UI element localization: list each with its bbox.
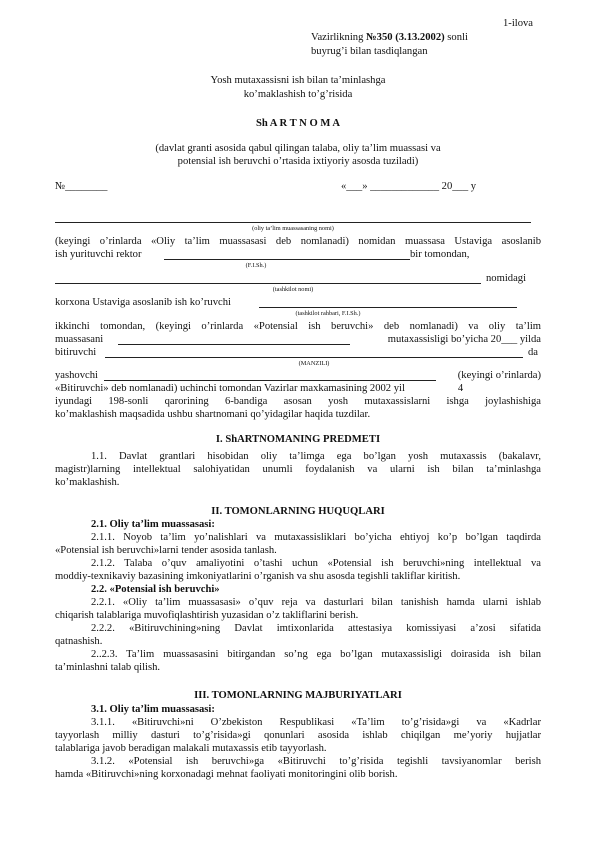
- graduate-suffix: da: [528, 347, 538, 358]
- parties-line-5c: iyundagi 198-sonli qarorining 6-bandiga asosan yosh mutaxassislarni ishga joylashishiga: [55, 396, 541, 407]
- date-field: «___» _____________ 20___ y: [341, 181, 477, 192]
- section-1-text-1: 1.1. Davlat grantlari hisobidan oliy ta’limga ega bo’lgan yosh mutaxassis (bakalavr,: [91, 451, 541, 462]
- item-2-2-3-line-1: 2..2.3. Ta’lim muassasasini bitirgandan so’ng ega bo’lgan mutaxassisligi doirasida ish bilan: [91, 649, 541, 660]
- section-1-heading: I. ShARTNOMANING PREDMETI: [215, 434, 381, 445]
- org-name-line: [55, 283, 481, 284]
- institution-name-line: [55, 222, 531, 223]
- number-field: №________: [55, 181, 108, 192]
- graduate-label: bitiruvchi: [55, 347, 97, 358]
- appendix-label: 1-ilova: [503, 18, 534, 29]
- parties-line-5b: «Bitiruvchi» deb nomlanadi) uchinchi tomondan Vazirlar maxkamasining 2002 yil 4: [55, 383, 464, 394]
- section-2-heading: II. TOMONLARNING HUQUQLARI: [211, 506, 385, 517]
- approval-line-2: buyrug’i bilan tasdiqlangan: [311, 46, 428, 57]
- approval-line-1: [311, 31, 468, 44]
- org-head-label: korxona Ustaviga asoslanib ish ko’ruvchi: [55, 297, 231, 308]
- section-2-sub-2: 2.2. «Potensial ish beruvchi»: [91, 584, 220, 595]
- item-2-2-3-line-2: ta’minlashni talab qilish.: [55, 662, 161, 673]
- section-3-heading: III. TOMONLARNING MAJBURIYATLARI: [194, 690, 402, 701]
- parties-line-1: (keyingi o’rinlarda «Oliy ta’lim muassasasi deb nomlanadi) nomidan muassasa Ustaviga asoslanib: [55, 236, 541, 247]
- item-3-1-1-line-1: 3.1.1. «Bitiruvchi»ni O’zbekiston Respublikasi «Ta’lim to’g’risida»gi va «Kadrlar: [91, 717, 541, 728]
- specialty-text: mutaxassisligi bo’yicha 20___ yilda: [387, 334, 541, 345]
- graduate-name-line: [105, 357, 523, 358]
- parties-line-5d: ko’maklashish maqsadida ushbu shartnomani qo’yidagilar haqida tuzdilar.: [55, 409, 371, 420]
- item-3-1-1-line-3: talablariga javob beradigan malakali mutaxassis etib tayyorlash.: [55, 743, 327, 754]
- parties-line-2: [55, 248, 142, 261]
- item-3-1-2-line-1: 3.1.2. «Potensial ish beruvchi»ga «Bitiruvchi to’g’risida tegishli tavsiyanomlar berish: [91, 756, 541, 767]
- resident-label: yashovchi: [55, 370, 98, 381]
- approval-text-post: sonli: [444, 32, 468, 43]
- item-2-2-1-line-1: 2.2.1. «Oliy ta’lim muassasasi» o’quv reja va dasturlari bilan tanishish hamda ularni ishlab: [91, 597, 541, 608]
- section-2-sub-1: 2.1. Oliy ta’lim muassasasi:: [91, 519, 215, 530]
- rector-name-line: [164, 259, 410, 260]
- doc-subtitle-line-2: ko’maklashish to’g’risida: [243, 89, 353, 100]
- section-1-text-3: ko’maklashish.: [55, 477, 120, 488]
- institution-name-caption: (oliy ta’lim muassasaning nomi): [252, 225, 334, 232]
- doc-subtitle-line-1: Yosh mutaxassisni ish bilan ta’minlashga: [210, 75, 386, 86]
- rector-label: ish yurituvchi rektor: [55, 249, 142, 260]
- institution-line: [118, 344, 350, 345]
- doc-note-line-2: potensial ish beruvchi o’rtasida ixtiyoriy asosda tuziladi): [177, 156, 419, 167]
- address-line: [104, 380, 436, 381]
- item-2-2-1-line-2: chiqarish talablariga muvofiqlashtirish yuzasidan o’z takliflarini berish.: [55, 610, 359, 621]
- resident-suffix: (keyingi o’rinlarda): [457, 370, 541, 381]
- item-2-2-2-line-1: 2.2.2. «Bitiruvchining»ning Davlat imtixonlarida attestasiya komissiyasi a’zosi sifatida: [91, 623, 541, 634]
- item-2-2-2-line-2: qatnashish.: [55, 636, 103, 647]
- item-2-1-1-line-1: 2.1.1. Noyob ta’lim yo’nalishlari va mutaxassisliklari bo’yicha ehtiyoj ko’p bo’lgan taqdirda: [91, 532, 541, 543]
- item-3-1-1-line-2: tayyorlash milliy dasturi to’g’risida»gi qonunlari asosida ishlab chiqilgan me’yoriy hujjatlar: [55, 730, 541, 741]
- approval-number: №350 (3.13.2002): [366, 32, 445, 43]
- item-2-1-2-line-2: moddiy-texnikaviy bazasining imkoniyatlarini o’rganish va shu asosda tegishli takliflar kiritish.: [55, 571, 461, 582]
- org-head-line: [259, 307, 517, 308]
- item-2-1-1-line-2: «Potensial ish beruvchi»larni tender asosida tanlash.: [55, 545, 277, 556]
- section-1-text-2: magistr)larning intellektual salohiyatidan unumli foydalanish va ularni ish bilan ta’minlashga: [55, 464, 541, 475]
- org-name-caption: (tashkilot nomi): [272, 286, 314, 293]
- org-name-suffix: nomidagi: [486, 273, 527, 284]
- item-3-1-2-line-2: hamda «Bitiruvchi»ning korxonadagi mehnat faoliyati monitoringini olib borish.: [55, 769, 398, 780]
- item-2-1-2-line-1: 2.1.2. Talaba o’quv amaliyotini o’tashi uchun «Potensial ish beruvchi»ning intellektual va: [91, 558, 541, 569]
- parties-line-4: ikkinchi tomondan, (keyingi o’rinlarda «Potensial ish beruvchi» deb nomlanadi) va oliy ta’lim: [55, 321, 541, 332]
- section-3-sub-1: 3.1. Oliy ta’lim muassasasi:: [91, 704, 215, 715]
- org-head-caption: (tashkilot rahbari, F.I.Sh.): [295, 310, 361, 317]
- first-party-suffix: bir tomondan,: [410, 249, 470, 260]
- doc-note-line-1: (davlat granti asosida qabul qilingan talaba, oliy ta’lim muassasi va: [155, 143, 441, 154]
- rector-fio-caption: (F.I.Sh.): [245, 262, 267, 269]
- approval-text-pre: Vazirlikning: [311, 32, 367, 43]
- doc-title: Sh A R T N O M A: [255, 118, 341, 129]
- address-caption: (MANZILI): [298, 360, 330, 367]
- institution-label: muassasani: [55, 334, 104, 345]
